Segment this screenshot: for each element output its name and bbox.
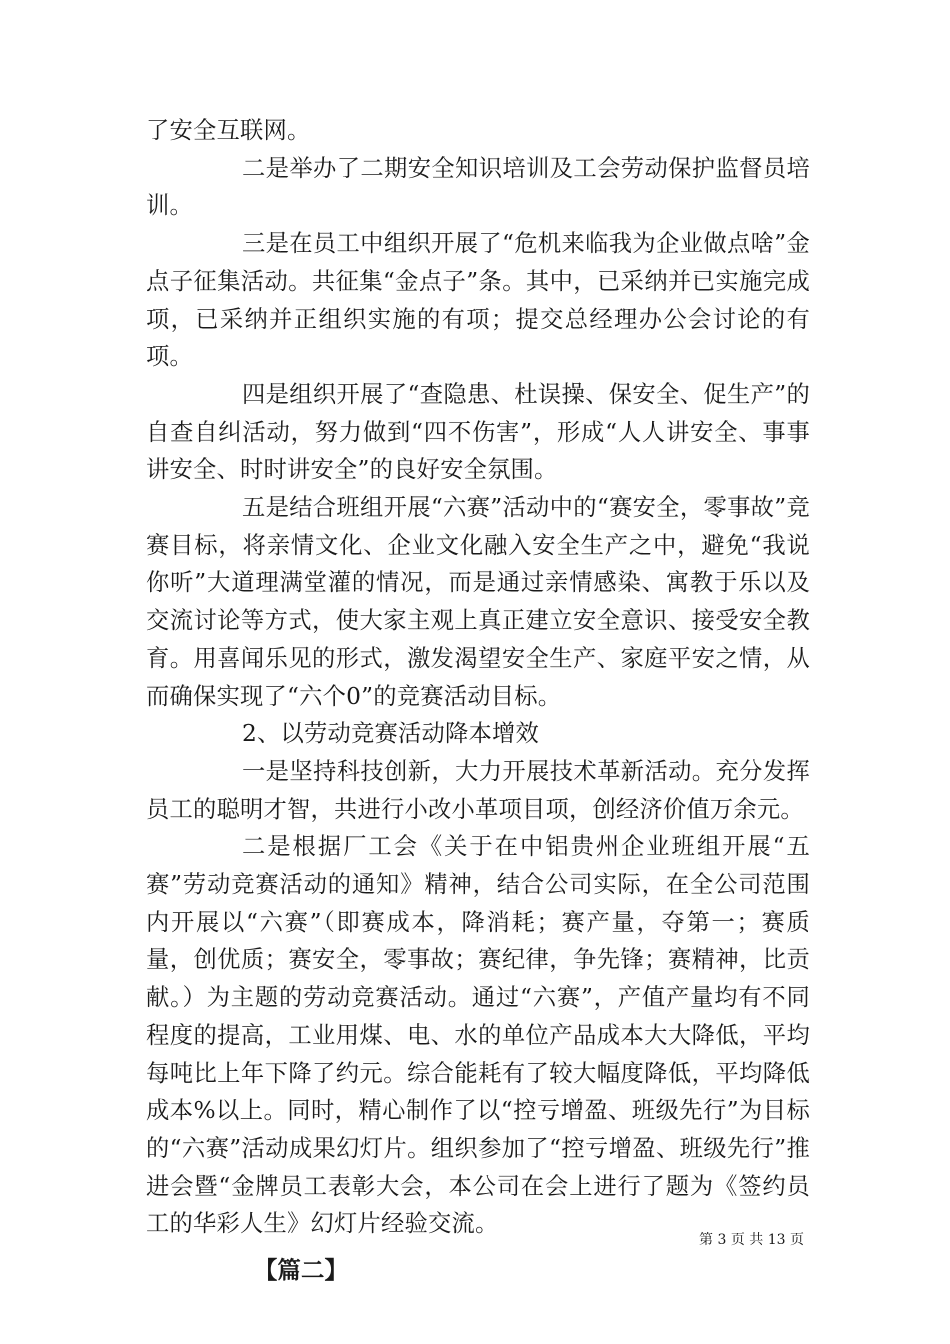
- paragraph-continuation: 了安全互联网。: [146, 117, 311, 144]
- paragraph-item-4: 四是组织开展了“查隐患、杜误操、保安全、促生产”的自查自纠活动，努力做到“四不伤害”，形成“人人讲安全、事事讲安全、时时讲安全”的良好安全氛围。: [146, 380, 810, 484]
- paragraph-item-3: 三是在员工中组织开展了“危机来临我为企业做点啥”金点子征集活动。共征集“金点子”条。其中，已采纳并已实施完成项，已采纳并正组织实施的有项；提交总经理办公会讨论的有项。: [146, 230, 810, 371]
- chapter-heading: 【篇二】: [254, 1257, 348, 1285]
- page-number-footer: 第 3 页 共 13 页: [699, 1232, 804, 1248]
- document-body: [146, 112, 810, 1290]
- paragraph-item-2: 二是举办了二期安全知识培训及工会劳动保护监督员培训。: [146, 154, 810, 220]
- paragraph-item-5: 五是结合班组开展“六赛”活动中的“赛安全，零事故”竞赛目标，将亲情文化、企业文化融入安全生产之中，避免“我说你听”大道理满堂灌的情况，而是通过亲情感染、寓教于乐以及交流讨论等方式，使大家主观上真正建立安全意识、接受安全教育。用喜闻乐见的形式，激发渴望安全生产、家庭平安之情，从而确保实现了“六个0”的竞赛活动目标。: [146, 494, 810, 710]
- paragraph-innovation: 一是坚持科技创新，大力开展技术革新活动。充分发挥员工的聪明才智，共进行小改小革项目项，创经济价值万余元。: [146, 757, 810, 823]
- section-subheading: 2、以劳动竞赛活动降本增效: [242, 720, 539, 748]
- paragraph-competition: 二是根据厂工会《关于在中铝贵州企业班组开展“五赛”劳动竞赛活动的通知》精神，结合公司实际，在全公司范围内开展以“六赛”（即赛成本，降消耗；赛产量，夺第一；赛质量，创优质；赛安全，零事故；赛纪律，争先锋；赛精神，比贡献。）为主题的劳动竞赛活动。通过“六赛”，产值产量均有不同程度的提高，工业用煤、电、水的单位产品成本大大降低，平均每吨比上年下降了约元。综合能耗有了较大幅度降低，平均降低成本%以上。同时，精心制作了以“控亏增盈、班级先行”为目标的“六赛”活动成果幻灯片。组织参加了“控亏增盈、班级先行”推进会暨“金牌员工表彰大会，本公司在会上进行了题为《签约员工的华彩人生》幻灯片经验交流。: [146, 833, 810, 1238]
